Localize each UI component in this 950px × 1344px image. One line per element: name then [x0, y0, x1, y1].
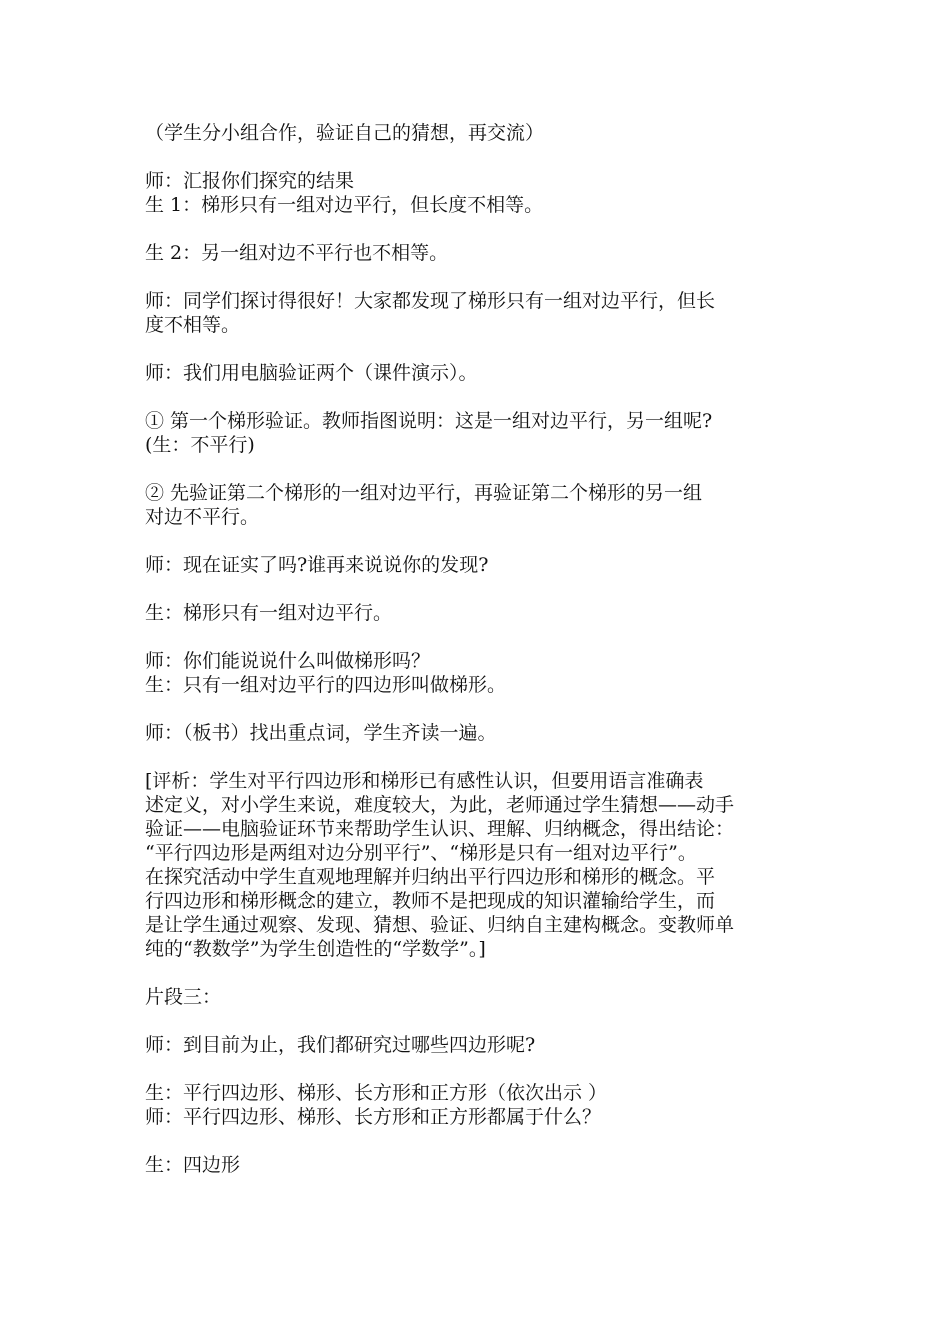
text-line: 师：同学们探讨得很好！大家都发现了梯形只有一组对边平行，但长	[145, 290, 716, 312]
text-line: 师：现在证实了吗?谁再来说说你的发现?	[145, 554, 489, 576]
text-line: 师：我们用电脑验证两个（课件演示）。	[145, 362, 478, 384]
commentary-line: 行四边形和梯形概念的建立，教师不是把现成的知识灌输给学生，而	[145, 890, 716, 912]
blank-line	[145, 145, 825, 169]
document-body	[145, 121, 825, 1177]
text-line: 度不相等。	[145, 314, 241, 336]
blank-line	[145, 385, 825, 409]
text-line: (生：不平行)	[145, 434, 255, 456]
text-line: ① 第一个梯形验证。教师指图说明：这是一组对边平行，另一组呢?	[145, 410, 713, 432]
commentary-line: 纯的“教数学”为学生创造性的“学数学”。]	[145, 938, 486, 960]
text-line: 师：（板书）找出重点词，学生齐读一遍。	[145, 722, 497, 744]
text-line: 师：你们能说说什么叫做梯形吗？	[145, 650, 431, 672]
text-line: 生：只有一组对边平行的四边形叫做梯形。	[145, 674, 507, 696]
commentary-line: “平行四边形是两组对边分别平行”、“梯形是只有一组对边平行”。	[145, 842, 697, 864]
blank-line	[145, 961, 825, 985]
blank-line	[145, 1129, 825, 1153]
text-line: 生 2：另一组对边不平行也不相等。	[145, 242, 449, 264]
text-line: ② 先验证第二个梯形的一组对边平行，再验证第二个梯形的另一组	[145, 482, 703, 504]
blank-line	[145, 1057, 825, 1081]
text-line: 生：梯形只有一组对边平行。	[145, 602, 393, 624]
blank-line	[145, 577, 825, 601]
blank-line	[145, 697, 825, 721]
text-line: 师：汇报你们探究的结果	[145, 170, 355, 192]
blank-line	[145, 217, 825, 241]
commentary-line: 验证——电脑验证环节来帮助学生认识、理解、归纳概念，得出结论：	[145, 818, 735, 840]
text-line: 生：四边形	[145, 1154, 241, 1176]
blank-line	[145, 529, 825, 553]
blank-line	[145, 337, 825, 361]
commentary-line: 述定义，对小学生来说，难度较大，为此，老师通过学生猜想——动手	[145, 794, 735, 816]
blank-line	[145, 265, 825, 289]
text-line: 师：到目前为止，我们都研究过哪些四边形呢?	[145, 1034, 536, 1056]
text-line: 对边不平行。	[145, 506, 260, 528]
section-heading: 片段三：	[145, 986, 222, 1008]
commentary-line: 在探究活动中学生直观地理解并归纳出平行四边形和梯形的概念。平	[145, 866, 716, 888]
text-line: 生 1：梯形只有一组对边平行，但长度不相等。	[145, 194, 544, 216]
text-line: 师：平行四边形、梯形、长方形和正方形都属于什么？	[145, 1106, 602, 1128]
text-line: 生：平行四边形、梯形、长方形和正方形（依次出示 ）	[145, 1082, 608, 1104]
blank-line	[145, 1009, 825, 1033]
commentary-line: 是让学生通过观察、发现、猜想、验证、归纳自主建构概念。变教师单	[145, 914, 735, 936]
blank-line	[145, 745, 825, 769]
text-line: （学生分小组合作，验证自己的猜想，再交流）	[145, 122, 545, 144]
blank-line	[145, 457, 825, 481]
blank-line	[145, 625, 825, 649]
commentary-line: [评析：学生对平行四边形和梯形已有感性认识，但要用语言准确表	[145, 770, 704, 792]
